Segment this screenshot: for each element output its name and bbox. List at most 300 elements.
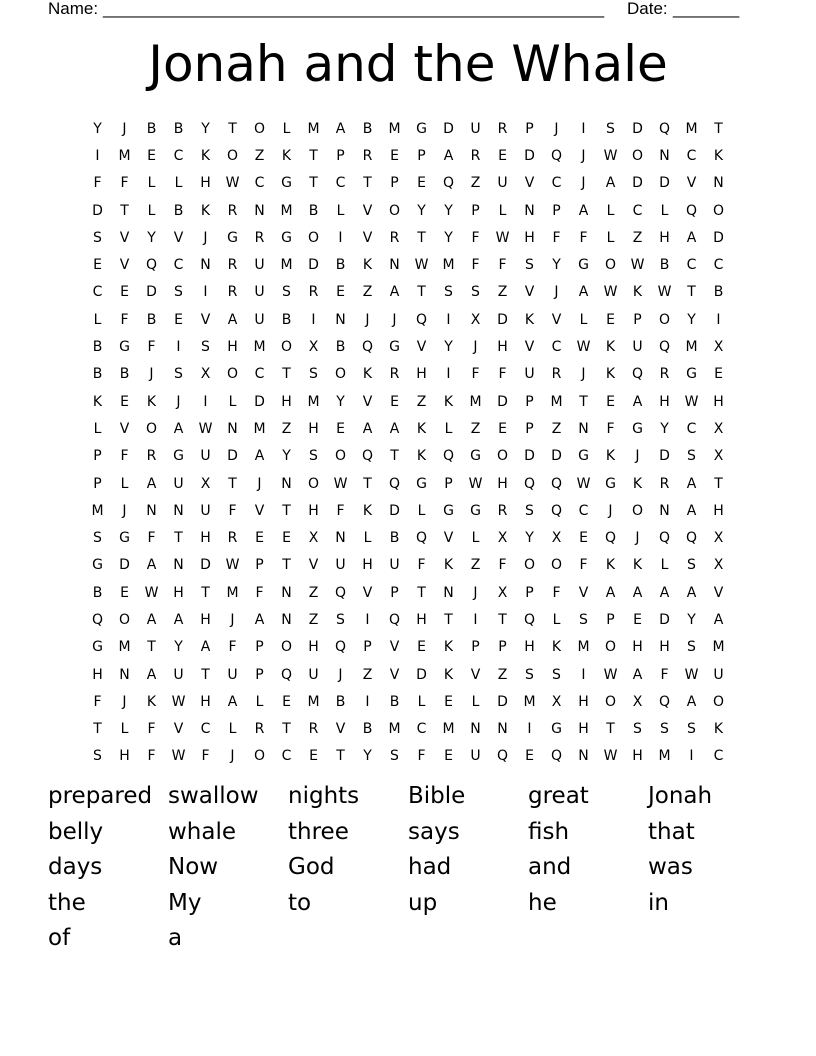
grid-letter[interactable]: C bbox=[173, 147, 184, 164]
grid-letter[interactable]: H bbox=[227, 339, 238, 356]
grid-letter[interactable]: F bbox=[579, 229, 588, 246]
grid-letter[interactable]: O bbox=[145, 420, 158, 437]
grid-letter[interactable]: U bbox=[497, 175, 508, 192]
grid-letter[interactable]: B bbox=[389, 693, 400, 710]
grid-letter[interactable]: M bbox=[253, 420, 266, 437]
grid-letter[interactable]: L bbox=[336, 202, 345, 219]
grid-letter[interactable]: V bbox=[578, 584, 589, 601]
grid-letter[interactable]: C bbox=[551, 175, 562, 192]
grid-letter[interactable]: X bbox=[497, 584, 508, 601]
grid-letter[interactable]: K bbox=[362, 366, 373, 383]
grid-letter[interactable]: J bbox=[149, 366, 154, 383]
grid-letter[interactable]: K bbox=[281, 147, 292, 164]
grid-letter[interactable]: H bbox=[713, 393, 724, 410]
grid-letter[interactable]: C bbox=[551, 339, 562, 356]
grid-letter[interactable]: K bbox=[362, 257, 373, 274]
grid-letter[interactable]: M bbox=[307, 393, 320, 410]
grid-letter[interactable]: H bbox=[659, 639, 670, 656]
grid-letter[interactable]: W bbox=[468, 475, 483, 492]
grid-letter[interactable]: E bbox=[444, 748, 453, 765]
grid-letter[interactable]: P bbox=[444, 475, 453, 492]
grid-letter[interactable]: D bbox=[416, 666, 427, 683]
grid-letter[interactable]: T bbox=[363, 475, 372, 492]
grid-letter[interactable]: F bbox=[255, 584, 264, 601]
grid-letter[interactable]: E bbox=[498, 420, 507, 437]
grid-letter[interactable]: V bbox=[551, 311, 562, 328]
grid-letter[interactable]: U bbox=[254, 311, 265, 328]
grid-letter[interactable]: Y bbox=[336, 393, 345, 410]
grid-letter[interactable]: P bbox=[471, 639, 480, 656]
grid-letter[interactable]: S bbox=[606, 120, 615, 137]
grid-letter[interactable]: M bbox=[226, 584, 239, 601]
grid-letter[interactable]: Q bbox=[496, 748, 509, 765]
grid-letter[interactable]: S bbox=[201, 339, 210, 356]
grid-letter[interactable]: U bbox=[632, 339, 643, 356]
grid-letter[interactable]: Y bbox=[444, 202, 453, 219]
grid-letter[interactable]: R bbox=[497, 502, 508, 519]
grid-letter[interactable]: J bbox=[473, 339, 478, 356]
grid-letter[interactable]: H bbox=[659, 393, 670, 410]
grid-letter[interactable]: F bbox=[336, 502, 345, 519]
grid-letter[interactable]: O bbox=[253, 120, 266, 137]
grid-letter[interactable]: S bbox=[552, 666, 561, 683]
grid-letter[interactable]: O bbox=[307, 475, 320, 492]
grid-letter[interactable]: O bbox=[388, 202, 401, 219]
grid-letter[interactable]: I bbox=[203, 393, 208, 410]
grid-letter[interactable]: L bbox=[255, 693, 264, 710]
grid-letter[interactable]: S bbox=[93, 748, 102, 765]
grid-letter[interactable]: S bbox=[309, 366, 318, 383]
grid-letter[interactable]: M bbox=[118, 147, 131, 164]
grid-letter[interactable]: F bbox=[147, 748, 156, 765]
grid-letter[interactable]: M bbox=[469, 393, 482, 410]
grid-letter[interactable]: E bbox=[606, 311, 615, 328]
grid-letter[interactable]: L bbox=[606, 229, 615, 246]
grid-letter[interactable]: F bbox=[606, 420, 615, 437]
grid-letter[interactable]: A bbox=[578, 284, 589, 301]
grid-letter[interactable]: P bbox=[336, 147, 345, 164]
grid-letter[interactable]: R bbox=[227, 257, 238, 274]
grid-letter[interactable]: E bbox=[336, 284, 345, 301]
grid-letter[interactable]: G bbox=[92, 639, 103, 656]
grid-letter[interactable]: D bbox=[659, 175, 670, 192]
grid-letter[interactable]: B bbox=[146, 120, 157, 137]
grid-letter[interactable]: M bbox=[685, 339, 698, 356]
grid-letter[interactable]: Q bbox=[685, 202, 698, 219]
grid-letter[interactable]: M bbox=[550, 393, 563, 410]
grid-letter[interactable]: G bbox=[443, 502, 454, 519]
grid-letter[interactable]: A bbox=[686, 584, 697, 601]
grid-letter[interactable]: T bbox=[282, 366, 291, 383]
grid-letter[interactable]: X bbox=[200, 475, 211, 492]
grid-letter[interactable]: K bbox=[524, 311, 535, 328]
grid-letter[interactable]: D bbox=[389, 502, 400, 519]
grid-letter[interactable]: N bbox=[659, 502, 670, 519]
grid-letter[interactable]: C bbox=[173, 257, 184, 274]
grid-letter[interactable]: C bbox=[686, 257, 697, 274]
grid-letter[interactable]: Q bbox=[604, 530, 617, 547]
grid-letter[interactable]: C bbox=[335, 175, 346, 192]
grid-letter[interactable]: V bbox=[200, 311, 211, 328]
grid-letter[interactable]: A bbox=[686, 693, 697, 710]
grid-letter[interactable]: Q bbox=[685, 530, 698, 547]
grid-letter[interactable]: Q bbox=[388, 611, 401, 628]
grid-letter[interactable]: Q bbox=[658, 530, 671, 547]
grid-letter[interactable]: K bbox=[146, 693, 157, 710]
grid-letter[interactable]: C bbox=[281, 748, 292, 765]
grid-letter[interactable]: V bbox=[362, 393, 373, 410]
grid-letter[interactable]: N bbox=[578, 748, 589, 765]
grid-letter[interactable]: J bbox=[230, 748, 235, 765]
grid-letter[interactable]: U bbox=[173, 475, 184, 492]
grid-letter[interactable]: E bbox=[579, 530, 588, 547]
grid-letter[interactable]: L bbox=[228, 393, 237, 410]
grid-letter[interactable]: P bbox=[255, 639, 264, 656]
grid-letter[interactable]: F bbox=[471, 366, 480, 383]
grid-letter[interactable]: E bbox=[525, 748, 534, 765]
grid-letter[interactable]: M bbox=[307, 120, 320, 137]
grid-letter[interactable]: U bbox=[713, 666, 724, 683]
grid-letter[interactable]: J bbox=[176, 393, 181, 410]
grid-letter[interactable]: F bbox=[417, 748, 426, 765]
grid-letter[interactable]: H bbox=[632, 639, 643, 656]
grid-letter[interactable]: X bbox=[551, 530, 562, 547]
grid-letter[interactable]: G bbox=[686, 366, 697, 383]
grid-letter[interactable]: S bbox=[93, 530, 102, 547]
grid-letter[interactable]: T bbox=[417, 229, 426, 246]
grid-letter[interactable]: B bbox=[389, 530, 400, 547]
grid-letter[interactable]: U bbox=[524, 366, 535, 383]
grid-letter[interactable]: F bbox=[498, 257, 507, 274]
grid-letter[interactable]: B bbox=[92, 339, 103, 356]
grid-letter[interactable]: U bbox=[200, 448, 211, 465]
grid-letter[interactable]: H bbox=[173, 584, 184, 601]
grid-letter[interactable]: G bbox=[551, 721, 562, 738]
grid-letter[interactable]: G bbox=[632, 420, 643, 437]
grid-letter[interactable]: C bbox=[416, 721, 427, 738]
grid-letter[interactable]: H bbox=[200, 693, 211, 710]
grid-letter[interactable]: M bbox=[442, 257, 455, 274]
grid-letter[interactable]: T bbox=[390, 448, 399, 465]
grid-letter[interactable]: S bbox=[525, 666, 534, 683]
grid-letter[interactable]: N bbox=[200, 257, 211, 274]
grid-letter[interactable]: P bbox=[525, 393, 534, 410]
grid-letter[interactable]: J bbox=[635, 448, 640, 465]
grid-letter[interactable]: B bbox=[335, 339, 346, 356]
grid-letter[interactable]: F bbox=[120, 175, 129, 192]
grid-letter[interactable]: M bbox=[523, 693, 536, 710]
grid-letter[interactable]: E bbox=[120, 284, 129, 301]
grid-letter[interactable]: T bbox=[687, 284, 696, 301]
grid-letter[interactable]: E bbox=[282, 693, 291, 710]
grid-letter[interactable]: O bbox=[280, 339, 293, 356]
grid-letter[interactable]: D bbox=[551, 448, 562, 465]
grid-letter[interactable]: K bbox=[146, 393, 157, 410]
grid-letter[interactable]: H bbox=[497, 339, 508, 356]
grid-letter[interactable]: O bbox=[712, 693, 725, 710]
grid-letter[interactable]: L bbox=[417, 502, 426, 519]
grid-letter[interactable]: K bbox=[605, 557, 616, 574]
grid-letter[interactable]: F bbox=[228, 639, 237, 656]
grid-letter[interactable]: Q bbox=[658, 339, 671, 356]
grid-letter[interactable]: K bbox=[713, 721, 724, 738]
grid-letter[interactable]: E bbox=[606, 393, 615, 410]
grid-letter[interactable]: A bbox=[605, 584, 616, 601]
grid-letter[interactable]: W bbox=[225, 557, 240, 574]
grid-letter[interactable]: E bbox=[147, 147, 156, 164]
grid-letter[interactable]: R bbox=[227, 284, 238, 301]
grid-letter[interactable]: Y bbox=[363, 748, 372, 765]
grid-letter[interactable]: H bbox=[632, 748, 643, 765]
grid-letter[interactable]: U bbox=[470, 120, 481, 137]
grid-letter[interactable]: D bbox=[497, 693, 508, 710]
grid-letter[interactable]: V bbox=[119, 229, 130, 246]
grid-letter[interactable]: T bbox=[282, 557, 291, 574]
grid-letter[interactable]: R bbox=[497, 120, 508, 137]
grid-letter[interactable]: J bbox=[122, 693, 127, 710]
grid-letter[interactable]: T bbox=[120, 202, 129, 219]
grid-letter[interactable]: Y bbox=[687, 311, 696, 328]
grid-letter[interactable]: T bbox=[363, 175, 372, 192]
grid-letter[interactable]: W bbox=[630, 257, 645, 274]
grid-letter[interactable]: P bbox=[390, 584, 399, 601]
grid-letter[interactable]: G bbox=[605, 475, 616, 492]
grid-letter[interactable]: R bbox=[308, 284, 319, 301]
grid-letter[interactable]: N bbox=[470, 721, 481, 738]
grid-letter[interactable]: A bbox=[389, 284, 400, 301]
grid-letter[interactable]: A bbox=[227, 311, 238, 328]
grid-letter[interactable]: G bbox=[119, 530, 130, 547]
grid-letter[interactable]: T bbox=[336, 748, 345, 765]
grid-letter[interactable]: N bbox=[713, 175, 724, 192]
grid-letter[interactable]: Q bbox=[334, 639, 347, 656]
grid-letter[interactable]: C bbox=[254, 175, 265, 192]
grid-letter[interactable]: L bbox=[93, 311, 102, 328]
grid-letter[interactable]: O bbox=[334, 448, 347, 465]
grid-letter[interactable]: M bbox=[307, 693, 320, 710]
grid-letter[interactable]: B bbox=[659, 257, 670, 274]
grid-letter[interactable]: Y bbox=[444, 339, 453, 356]
grid-letter[interactable]: X bbox=[713, 557, 724, 574]
grid-letter[interactable]: H bbox=[713, 502, 724, 519]
grid-letter[interactable]: O bbox=[496, 448, 509, 465]
grid-letter[interactable]: G bbox=[416, 120, 427, 137]
grid-letter[interactable]: K bbox=[551, 639, 562, 656]
grid-letter[interactable]: D bbox=[443, 120, 454, 137]
grid-letter[interactable]: L bbox=[120, 475, 129, 492]
grid-letter[interactable]: O bbox=[631, 147, 644, 164]
grid-letter[interactable]: U bbox=[227, 666, 238, 683]
grid-letter[interactable]: Q bbox=[631, 366, 644, 383]
grid-letter[interactable]: W bbox=[684, 666, 699, 683]
grid-letter[interactable]: D bbox=[146, 284, 157, 301]
grid-letter[interactable]: U bbox=[254, 284, 265, 301]
grid-letter[interactable]: K bbox=[632, 284, 643, 301]
grid-letter[interactable]: I bbox=[581, 666, 586, 683]
grid-letter[interactable]: T bbox=[417, 284, 426, 301]
grid-letter[interactable]: M bbox=[388, 120, 401, 137]
name-field[interactable]: _____________________________________________________ bbox=[103, 0, 605, 18]
grid-letter[interactable]: L bbox=[417, 693, 426, 710]
grid-letter[interactable]: V bbox=[308, 557, 319, 574]
grid-letter[interactable]: I bbox=[95, 147, 100, 164]
grid-letter[interactable]: W bbox=[414, 257, 429, 274]
grid-letter[interactable]: W bbox=[576, 339, 591, 356]
grid-letter[interactable]: K bbox=[443, 666, 454, 683]
grid-letter[interactable]: A bbox=[146, 475, 157, 492]
grid-letter[interactable]: Y bbox=[174, 639, 183, 656]
grid-letter[interactable]: S bbox=[390, 748, 399, 765]
grid-letter[interactable]: D bbox=[497, 311, 508, 328]
grid-letter[interactable]: F bbox=[201, 748, 210, 765]
grid-letter[interactable]: E bbox=[282, 530, 291, 547]
grid-letter[interactable]: W bbox=[198, 420, 213, 437]
grid-letter[interactable]: Z bbox=[470, 557, 481, 574]
grid-letter[interactable]: K bbox=[200, 202, 211, 219]
grid-letter[interactable]: O bbox=[604, 639, 617, 656]
grid-letter[interactable]: O bbox=[253, 748, 266, 765]
grid-letter[interactable]: T bbox=[201, 584, 210, 601]
grid-letter[interactable]: D bbox=[524, 448, 535, 465]
grid-letter[interactable]: S bbox=[687, 448, 696, 465]
grid-letter[interactable]: C bbox=[686, 420, 697, 437]
grid-letter[interactable]: G bbox=[578, 448, 589, 465]
grid-letter[interactable]: T bbox=[444, 611, 453, 628]
grid-letter[interactable]: S bbox=[687, 721, 696, 738]
grid-letter[interactable]: A bbox=[146, 666, 157, 683]
grid-letter[interactable]: J bbox=[122, 120, 127, 137]
grid-letter[interactable]: I bbox=[338, 229, 343, 246]
grid-letter[interactable]: H bbox=[308, 639, 319, 656]
grid-letter[interactable]: Q bbox=[550, 502, 563, 519]
grid-letter[interactable]: E bbox=[255, 530, 264, 547]
grid-letter[interactable]: H bbox=[578, 693, 589, 710]
grid-letter[interactable]: I bbox=[689, 748, 694, 765]
grid-letter[interactable]: B bbox=[146, 311, 157, 328]
grid-letter[interactable]: U bbox=[254, 257, 265, 274]
grid-letter[interactable]: M bbox=[118, 639, 131, 656]
grid-letter[interactable]: I bbox=[365, 611, 370, 628]
grid-letter[interactable]: Z bbox=[497, 666, 508, 683]
grid-letter[interactable]: K bbox=[632, 475, 643, 492]
grid-letter[interactable]: F bbox=[498, 366, 507, 383]
grid-letter[interactable]: A bbox=[173, 611, 184, 628]
grid-letter[interactable]: Q bbox=[442, 175, 455, 192]
grid-letter[interactable]: B bbox=[173, 120, 184, 137]
grid-letter[interactable]: Z bbox=[632, 229, 643, 246]
grid-letter[interactable]: Q bbox=[334, 584, 347, 601]
grid-letter[interactable]: S bbox=[660, 721, 669, 738]
grid-letter[interactable]: J bbox=[122, 502, 127, 519]
grid-letter[interactable]: S bbox=[687, 639, 696, 656]
grid-letter[interactable]: R bbox=[254, 229, 265, 246]
grid-letter[interactable]: G bbox=[173, 448, 184, 465]
grid-letter[interactable]: S bbox=[174, 284, 183, 301]
grid-letter[interactable]: A bbox=[389, 420, 400, 437]
grid-letter[interactable]: V bbox=[119, 420, 130, 437]
grid-letter[interactable]: K bbox=[362, 502, 373, 519]
grid-letter[interactable]: C bbox=[632, 202, 643, 219]
grid-letter[interactable]: L bbox=[606, 202, 615, 219]
grid-letter[interactable]: Q bbox=[415, 311, 428, 328]
grid-letter[interactable]: X bbox=[308, 530, 319, 547]
grid-letter[interactable]: K bbox=[605, 339, 616, 356]
grid-letter[interactable]: Z bbox=[497, 284, 508, 301]
grid-letter[interactable]: H bbox=[416, 366, 427, 383]
grid-letter[interactable]: N bbox=[335, 530, 346, 547]
grid-letter[interactable]: H bbox=[362, 557, 373, 574]
grid-letter[interactable]: S bbox=[525, 257, 534, 274]
grid-letter[interactable]: L bbox=[282, 120, 291, 137]
grid-letter[interactable]: J bbox=[365, 311, 370, 328]
grid-letter[interactable]: Y bbox=[147, 229, 156, 246]
grid-letter[interactable]: D bbox=[227, 448, 238, 465]
grid-letter[interactable]: G bbox=[470, 448, 481, 465]
grid-letter[interactable]: Z bbox=[362, 284, 373, 301]
grid-letter[interactable]: L bbox=[174, 175, 183, 192]
grid-letter[interactable]: M bbox=[658, 748, 671, 765]
grid-letter[interactable]: E bbox=[498, 147, 507, 164]
grid-letter[interactable]: V bbox=[173, 229, 184, 246]
grid-letter[interactable]: W bbox=[333, 475, 348, 492]
grid-letter[interactable]: P bbox=[363, 639, 372, 656]
grid-letter[interactable]: Y bbox=[93, 120, 102, 137]
grid-letter[interactable]: I bbox=[716, 311, 721, 328]
grid-letter[interactable]: Q bbox=[550, 748, 563, 765]
grid-letter[interactable]: W bbox=[603, 147, 618, 164]
grid-letter[interactable]: S bbox=[282, 284, 291, 301]
grid-letter[interactable]: D bbox=[524, 147, 535, 164]
grid-letter[interactable]: N bbox=[659, 147, 670, 164]
grid-letter[interactable]: M bbox=[253, 339, 266, 356]
grid-letter[interactable]: S bbox=[174, 366, 183, 383]
grid-letter[interactable]: A bbox=[173, 420, 184, 437]
grid-letter[interactable]: A bbox=[362, 420, 373, 437]
grid-letter[interactable]: P bbox=[606, 611, 615, 628]
grid-letter[interactable]: E bbox=[120, 584, 129, 601]
grid-letter[interactable]: X bbox=[497, 530, 508, 547]
grid-letter[interactable]: T bbox=[174, 530, 183, 547]
grid-letter[interactable]: R bbox=[227, 530, 238, 547]
grid-letter[interactable]: B bbox=[335, 257, 346, 274]
grid-letter[interactable]: C bbox=[713, 257, 724, 274]
grid-letter[interactable]: L bbox=[147, 175, 156, 192]
grid-letter[interactable]: Y bbox=[552, 257, 561, 274]
grid-letter[interactable]: Q bbox=[280, 666, 293, 683]
grid-letter[interactable]: X bbox=[551, 693, 562, 710]
grid-letter[interactable]: W bbox=[171, 748, 186, 765]
grid-letter[interactable]: M bbox=[685, 120, 698, 137]
grid-letter[interactable]: R bbox=[659, 475, 670, 492]
grid-letter[interactable]: S bbox=[471, 284, 480, 301]
grid-letter[interactable]: W bbox=[684, 393, 699, 410]
grid-letter[interactable]: N bbox=[281, 611, 292, 628]
grid-letter[interactable]: Y bbox=[417, 202, 426, 219]
grid-letter[interactable]: X bbox=[308, 339, 319, 356]
grid-letter[interactable]: T bbox=[201, 666, 210, 683]
grid-letter[interactable]: D bbox=[497, 393, 508, 410]
grid-letter[interactable]: E bbox=[309, 748, 318, 765]
grid-letter[interactable]: I bbox=[446, 311, 451, 328]
grid-letter[interactable]: W bbox=[144, 584, 159, 601]
grid-letter[interactable]: V bbox=[524, 339, 535, 356]
grid-letter[interactable]: V bbox=[335, 721, 346, 738]
grid-letter[interactable]: Z bbox=[470, 420, 481, 437]
grid-letter[interactable]: M bbox=[91, 502, 104, 519]
grid-letter[interactable]: W bbox=[657, 284, 672, 301]
grid-letter[interactable]: D bbox=[92, 202, 103, 219]
grid-letter[interactable]: W bbox=[603, 666, 618, 683]
